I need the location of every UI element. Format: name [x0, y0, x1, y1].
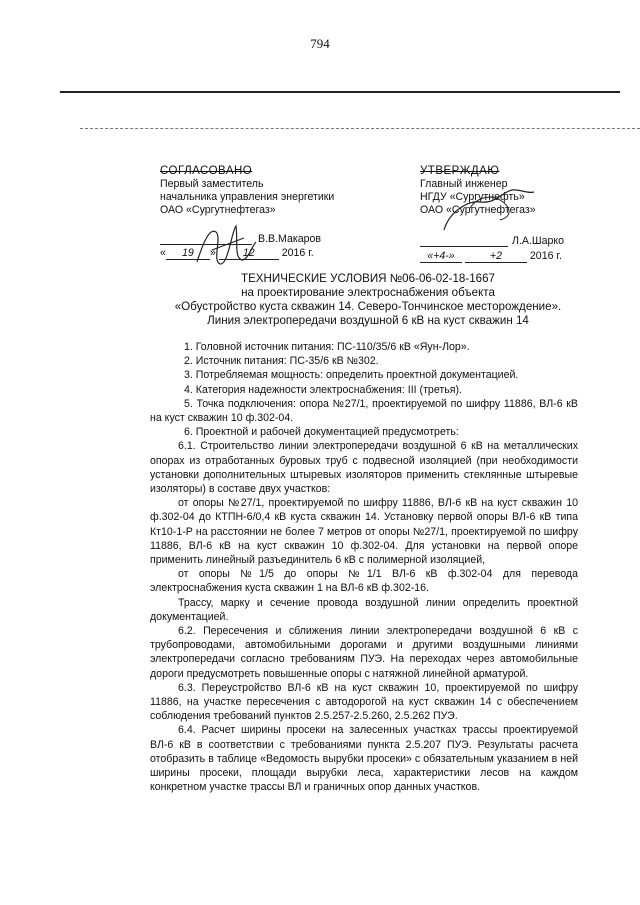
- approve-heading: УТВЕРЖДАЮ: [420, 165, 500, 177]
- date-right: «+4-» +2 2016 г.: [420, 250, 562, 263]
- company-line: ОАО «Сургутнефтегаз»: [420, 204, 536, 216]
- document-body: [150, 340, 578, 795]
- position-line: Главный инженер: [420, 178, 508, 190]
- list-item: 3. Потребляемая мощность: определить проектной документацией.: [184, 369, 519, 382]
- list-item: 4. Категория надежности электроснабжения: III (третья).: [184, 383, 462, 396]
- approved-heading: СОГЛАСОВАНО: [160, 165, 253, 177]
- date-left: « 19 » 12 2016 г.: [160, 247, 314, 259]
- paragraph: Трассу, марку и сечение провода воздушной линии определить проектной документацией.: [150, 596, 578, 623]
- paragraph: от опоры №27/1, проектируемой по шифру 11886, ВЛ-6 кВ на куст скважин 10 ф.302-04 до КТПН-6/0,4 кВ куста скважин 14. Установку первой опоры ВЛ-6 кВ типа Кт10-1-Р на расстоянии не более 7 метров от опоры №27/1, проектируемой по шифру 11886, ВЛ-6 кВ на куст скважин 10 ф.302-04. Для установки на первой опоре применить линейный разъединитель 6 кВ с полимерной изоляцией,: [150, 497, 578, 567]
- signatory-name: Л.А.Шарко: [512, 235, 565, 247]
- org-line: НГДУ «Сургутнефть»: [420, 191, 525, 203]
- position-line: начальника управления энергетики: [160, 191, 335, 203]
- requirements-list: [150, 340, 578, 439]
- top-rule: [60, 91, 620, 93]
- signature-line: [420, 246, 508, 247]
- scan-artifact-line: [80, 128, 640, 129]
- title-line: ТЕХНИЧЕСКИЕ УСЛОВИЯ №06-06-02-18-1667: [240, 272, 496, 285]
- paragraph: от опоры №1/5 до опоры №1/1 ВЛ-6 кВ ф.302-04 для перевода электроснабжения куста скважин 1 на ВЛ-6 кВ ф.302-16.: [150, 568, 578, 595]
- approval-block-left: [160, 165, 334, 217]
- list-item: 1. Головной источник питания: ПС-110/35/6 кВ «Яун-Лор».: [184, 341, 470, 353]
- title-line: «Обустройство куста скважин 14. Северо-Тончинское месторождение».: [174, 300, 562, 313]
- title-line: на проектирование электроснабжения объекта: [241, 286, 495, 299]
- list-item: 5. Точка подключения: опора №27/1, проектируемой по шифру 11886, ВЛ-6 кВ на куст скважин 10 ф.302-04.: [150, 397, 578, 425]
- signatory-name: В.В.Макаров: [258, 233, 322, 245]
- signature-right: [440, 180, 540, 240]
- signature-left: [192, 220, 262, 270]
- list-item: 2. Источник питания: ПС-35/6 кВ №302.: [184, 355, 379, 368]
- page-number: 794: [310, 36, 330, 51]
- paragraph: 6.3. Переустройство ВЛ-6 кВ на куст скважин 10, проектируемой по шифру 11886, на участке пересечения с автодорогой на куст скважин 14 с обеспечением соблюдения требований пунктов 2.5.257-2.5.260, 2.5.262 ПУЭ.: [150, 681, 578, 723]
- list-item: 6. Проектной и рабочей документацией предусмотреть:: [184, 426, 459, 439]
- document-title: [118, 272, 618, 328]
- title-line: Линия электропередачи воздушной 6 кВ на куст скважин 14: [207, 314, 529, 327]
- paragraph: 6.2. Пересечения и сближения линии электропередачи воздушной 6 кВ с трубопроводами, автомобильными дорогами и другими воздушными линиями электропередачи согласно требованиям ПУЭ. На переходах через автомобильные дороги предусмотреть повышенные опоры с натяжной линейной арматурой.: [150, 625, 578, 680]
- position-line: Первый заместитель: [160, 178, 264, 190]
- paragraph: 6.4. Расчет ширины просеки на залесенных участках трассы проектируемой ВЛ-6 кВ в соответствии с требованиями пункта 2.5.207 ПУЭ. Результаты расчета отобразить в таблице «Ведомость вырубки просеки» с обязательным указанием в ней ширины просеки, площади вырубки леса, характеристики лесов на каждом конкретном участке трассы ВЛ и граничных опор данных участков.: [150, 724, 578, 794]
- company-line: ОАО «Сургутнефтегаз»: [160, 204, 276, 216]
- paragraph: 6.1. Строительство линии электропередачи воздушной 6 кВ на металлических опорах из отработанных буровых труб с подвесной изоляцией (при необходимости установки дополнительных штыревых изоляторов применить стеклянные штыревые изоляторы) в составе двух участков:: [150, 440, 578, 496]
